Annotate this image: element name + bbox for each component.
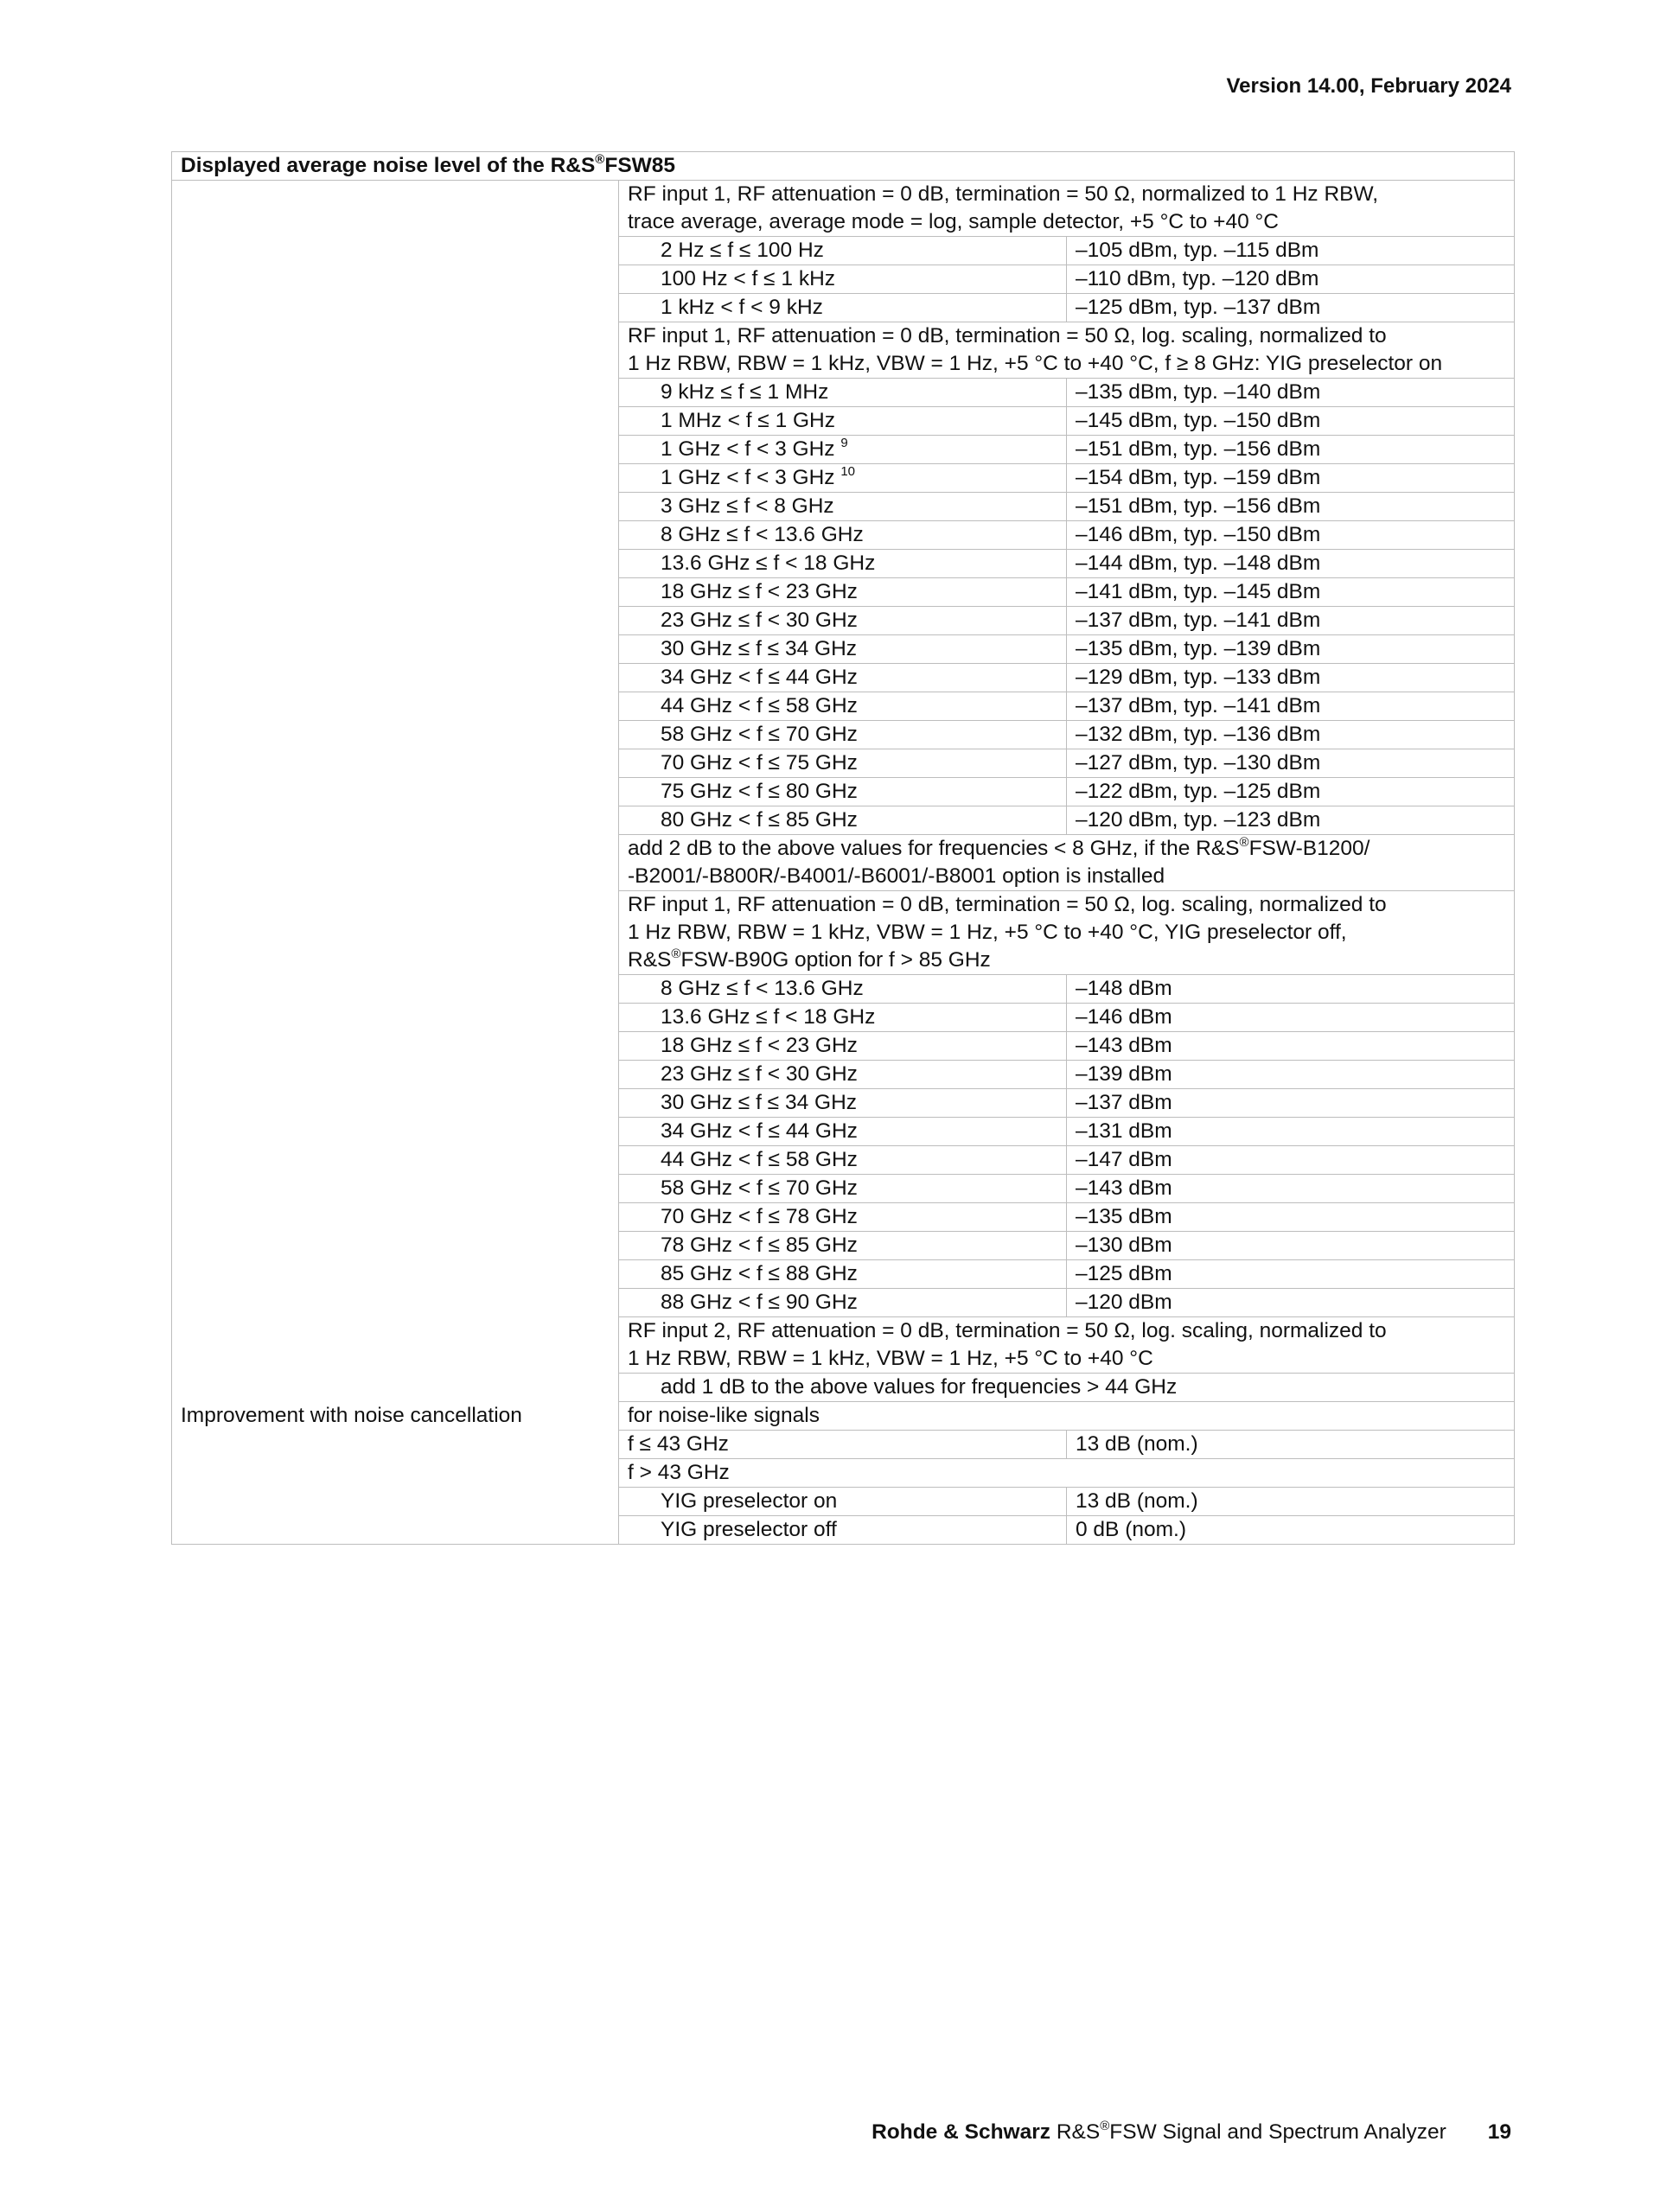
condition-text [619, 1317, 1515, 1374]
spec-row [172, 1488, 1515, 1516]
left-label-cell [172, 1488, 619, 1516]
noise-level-value: –125 dBm [1067, 1260, 1515, 1289]
left-label-cell [172, 1260, 619, 1289]
left-label-cell [172, 379, 619, 407]
frequency-range: 30 GHz ≤ f ≤ 34 GHz [619, 1089, 1067, 1118]
left-label-cell [172, 835, 619, 891]
noise-level-value: –139 dBm [1067, 1061, 1515, 1089]
left-label-cell [172, 1232, 619, 1260]
left-label-cell [172, 181, 619, 237]
noise-cancellation-label: Improvement with noise cancellation [172, 1402, 619, 1431]
frequency-range: 3 GHz ≤ f < 8 GHz [619, 493, 1067, 521]
left-label-cell [172, 436, 619, 464]
spec-row [172, 749, 1515, 778]
left-label-cell [172, 1175, 619, 1203]
condition-line: RF input 1, RF attenuation = 0 dB, termination = 50 Ω, log. scaling, normalized to [628, 893, 1387, 916]
left-label-cell [172, 493, 619, 521]
noise-level-value: –147 dBm [1067, 1146, 1515, 1175]
frequency-range: 44 GHz < f ≤ 58 GHz [619, 692, 1067, 721]
left-label-cell [172, 578, 619, 607]
noise-level-value: –129 dBm, typ. –133 dBm [1067, 664, 1515, 692]
frequency-range: 8 GHz ≤ f < 13.6 GHz [619, 975, 1067, 1004]
spec-row [172, 1146, 1515, 1175]
left-label-cell [172, 778, 619, 806]
footnote-ref: 9 [840, 436, 848, 450]
page-number: 19 [1487, 2120, 1511, 2144]
left-label-cell [172, 1032, 619, 1061]
table-title-row [172, 152, 1515, 181]
frequency-range: 58 GHz < f ≤ 70 GHz [619, 1175, 1067, 1203]
left-label-cell [172, 1004, 619, 1032]
left-label-cell [172, 664, 619, 692]
spec-row [172, 1061, 1515, 1089]
noise-level-value: –120 dBm, typ. –123 dBm [1067, 806, 1515, 835]
noise-level-value: –125 dBm, typ. –137 dBm [1067, 294, 1515, 322]
spec-row [172, 1089, 1515, 1118]
spec-row [172, 692, 1515, 721]
frequency-range: f ≤ 43 GHz [619, 1431, 1067, 1459]
noise-level-value: –127 dBm, typ. –130 dBm [1067, 749, 1515, 778]
condition-row [172, 322, 1515, 379]
frequency-range: 9 kHz ≤ f ≤ 1 MHz [619, 379, 1067, 407]
frequency-range: 18 GHz ≤ f < 23 GHz [619, 1032, 1067, 1061]
condition-line: 1 Hz RBW, RBW = 1 kHz, VBW = 1 Hz, +5 °C to +40 °C, f ≥ 8 GHz: YIG preselector on [628, 352, 1443, 375]
spec-row [172, 294, 1515, 322]
condition-row [172, 181, 1515, 237]
frequency-range: 75 GHz < f ≤ 80 GHz [619, 778, 1067, 806]
noise-level-value: –135 dBm, typ. –140 dBm [1067, 379, 1515, 407]
left-label-cell [172, 1089, 619, 1118]
noise-cancellation-row [172, 1402, 1515, 1431]
spec-row [172, 635, 1515, 664]
left-label-cell [172, 237, 619, 265]
spec-row [172, 721, 1515, 749]
improvement-value: 13 dB (nom.) [1067, 1488, 1515, 1516]
noise-level-value: –143 dBm [1067, 1032, 1515, 1061]
left-label-cell [172, 1431, 619, 1459]
noise-level-value: –137 dBm, typ. –141 dBm [1067, 692, 1515, 721]
noise-cancellation-condition: for noise-like signals [619, 1402, 1515, 1431]
left-label-cell [172, 521, 619, 550]
note-row [172, 1374, 1515, 1402]
left-label-cell [172, 1289, 619, 1317]
left-label-cell [172, 294, 619, 322]
left-label-cell [172, 749, 619, 778]
left-label-cell [172, 1061, 619, 1089]
left-label-cell [172, 1203, 619, 1232]
left-label-cell [172, 1459, 619, 1488]
noise-level-value: –130 dBm [1067, 1232, 1515, 1260]
spec-row [172, 664, 1515, 692]
condition-text [619, 181, 1515, 237]
noise-level-value: –151 dBm, typ. –156 dBm [1067, 436, 1515, 464]
frequency-range: 8 GHz ≤ f < 13.6 GHz [619, 521, 1067, 550]
noise-level-value: –148 dBm [1067, 975, 1515, 1004]
spec-row [172, 1516, 1515, 1545]
frequency-range: 78 GHz < f ≤ 85 GHz [619, 1232, 1067, 1260]
noise-level-value: –131 dBm [1067, 1118, 1515, 1146]
condition-line: RF input 2, RF attenuation = 0 dB, termination = 50 Ω, log. scaling, normalized to [628, 1319, 1387, 1342]
spec-row [172, 1232, 1515, 1260]
frequency-range: 44 GHz < f ≤ 58 GHz [619, 1146, 1067, 1175]
attenuation-note: add 1 dB to the above values for frequencies > 44 GHz [619, 1374, 1515, 1402]
frequency-condition: f > 43 GHz [619, 1459, 1515, 1488]
frequency-range: 100 Hz < f ≤ 1 kHz [619, 265, 1067, 294]
footnote-ref: 10 [840, 464, 856, 479]
spec-row [172, 1004, 1515, 1032]
frequency-range: 13.6 GHz ≤ f < 18 GHz [619, 550, 1067, 578]
left-label-cell [172, 975, 619, 1004]
left-label-cell [172, 806, 619, 835]
noise-level-value: –146 dBm, typ. –150 dBm [1067, 521, 1515, 550]
noise-level-value: –120 dBm [1067, 1289, 1515, 1317]
condition-row [172, 1459, 1515, 1488]
spec-row [172, 265, 1515, 294]
left-label-cell [172, 635, 619, 664]
note-row [172, 835, 1515, 891]
noise-level-value: –144 dBm, typ. –148 dBm [1067, 550, 1515, 578]
spec-row [172, 407, 1515, 436]
footer-brand: Rohde & Schwarz [872, 2120, 1051, 2144]
noise-level-value: –137 dBm, typ. –141 dBm [1067, 607, 1515, 635]
frequency-range: 13.6 GHz ≤ f < 18 GHz [619, 1004, 1067, 1032]
frequency-range: 1 MHz < f ≤ 1 GHz [619, 407, 1067, 436]
left-label-cell [172, 1146, 619, 1175]
noise-level-value: –132 dBm, typ. –136 dBm [1067, 721, 1515, 749]
left-label-cell [172, 265, 619, 294]
noise-level-value: –145 dBm, typ. –150 dBm [1067, 407, 1515, 436]
frequency-range: 58 GHz < f ≤ 70 GHz [619, 721, 1067, 749]
noise-level-value: –135 dBm [1067, 1203, 1515, 1232]
frequency-range: 34 GHz < f ≤ 44 GHz [619, 1118, 1067, 1146]
spec-row [172, 1118, 1515, 1146]
noise-level-value: –105 dBm, typ. –115 dBm [1067, 237, 1515, 265]
noise-level-value: –135 dBm, typ. –139 dBm [1067, 635, 1515, 664]
left-label-cell [172, 692, 619, 721]
table-title: Displayed average noise level of the R&S®FSW85 [172, 152, 1515, 181]
condition-line: RF input 1, RF attenuation = 0 dB, termination = 50 Ω, log. scaling, normalized to [628, 324, 1387, 347]
spec-row [172, 1260, 1515, 1289]
spec-row [172, 493, 1515, 521]
condition-line: R&S®FSW-B90G option for f > 85 GHz [628, 947, 991, 972]
frequency-range: 18 GHz ≤ f < 23 GHz [619, 578, 1067, 607]
left-label-cell [172, 322, 619, 379]
noise-level-value: –122 dBm, typ. –125 dBm [1067, 778, 1515, 806]
noise-level-spec-table [171, 151, 1515, 1545]
frequency-range: 34 GHz < f ≤ 44 GHz [619, 664, 1067, 692]
spec-row [172, 607, 1515, 635]
spec-row [172, 806, 1515, 835]
spec-row [172, 778, 1515, 806]
left-label-cell [172, 607, 619, 635]
frequency-range: 80 GHz < f ≤ 85 GHz [619, 806, 1067, 835]
frequency-range: 85 GHz < f ≤ 88 GHz [619, 1260, 1067, 1289]
spec-row [172, 1175, 1515, 1203]
frequency-range: 2 Hz ≤ f ≤ 100 Hz [619, 237, 1067, 265]
condition-line: 1 Hz RBW, RBW = 1 kHz, VBW = 1 Hz, +5 °C to +40 °C [628, 1347, 1153, 1370]
left-label-cell [172, 721, 619, 749]
spec-row [172, 975, 1515, 1004]
condition-line: trace average, average mode = log, sample detector, +5 °C to +40 °C [628, 210, 1279, 233]
spec-row [172, 550, 1515, 578]
spec-row [172, 1032, 1515, 1061]
frequency-range: 70 GHz < f ≤ 78 GHz [619, 1203, 1067, 1232]
frequency-range: 70 GHz < f ≤ 75 GHz [619, 749, 1067, 778]
noise-level-value: –143 dBm [1067, 1175, 1515, 1203]
left-label-cell [172, 550, 619, 578]
frequency-range: 23 GHz ≤ f < 30 GHz [619, 1061, 1067, 1089]
left-label-cell [172, 1374, 619, 1402]
left-label-cell [172, 1118, 619, 1146]
frequency-range: 1 GHz < f < 3 GHz $^{10}$ [619, 464, 1067, 493]
spec-row [172, 578, 1515, 607]
improvement-value: 0 dB (nom.) [1067, 1516, 1515, 1545]
frequency-range: 30 GHz ≤ f ≤ 34 GHz [619, 635, 1067, 664]
left-label-cell [172, 407, 619, 436]
condition-row [172, 1317, 1515, 1374]
spec-row [172, 521, 1515, 550]
frequency-range: 1 GHz < f < 3 GHz $^9$ [619, 436, 1067, 464]
noise-level-value: –141 dBm, typ. –145 dBm [1067, 578, 1515, 607]
spec-row [172, 237, 1515, 265]
noise-level-value: –146 dBm [1067, 1004, 1515, 1032]
option-note: add 2 dB to the above values for frequencies < 8 GHz, if the R&S®FSW-B1200/ -B2001/-B800R/-B4001/-B6001/-B8001 option is installed [619, 835, 1515, 891]
left-label-cell [172, 891, 619, 975]
noise-level-value: –151 dBm, typ. –156 dBm [1067, 493, 1515, 521]
left-label-cell [172, 464, 619, 493]
spec-row [172, 1289, 1515, 1317]
condition-row [172, 891, 1515, 975]
frequency-range: 88 GHz < f ≤ 90 GHz [619, 1289, 1067, 1317]
noise-level-value: –154 dBm, typ. –159 dBm [1067, 464, 1515, 493]
condition-text [619, 891, 1515, 975]
condition-text [619, 322, 1515, 379]
noise-level-value: –137 dBm [1067, 1089, 1515, 1118]
preselector-setting: YIG preselector off [619, 1516, 1067, 1545]
spec-row [172, 1431, 1515, 1459]
spec-row [172, 436, 1515, 464]
frequency-range: 1 kHz < f < 9 kHz [619, 294, 1067, 322]
frequency-range: 23 GHz ≤ f < 30 GHz [619, 607, 1067, 635]
spec-row [172, 1203, 1515, 1232]
noise-level-value: –110 dBm, typ. –120 dBm [1067, 265, 1515, 294]
condition-line: RF input 1, RF attenuation = 0 dB, termination = 50 Ω, normalized to 1 Hz RBW, [628, 182, 1379, 206]
spec-row [172, 379, 1515, 407]
improvement-value: 13 dB (nom.) [1067, 1431, 1515, 1459]
page-footer [872, 2120, 1511, 2145]
footer-product: R&S®FSW Signal and Spectrum Analyzer [1050, 2119, 1446, 2144]
preselector-setting: YIG preselector on [619, 1488, 1067, 1516]
spec-row [172, 464, 1515, 493]
document-version: Version 14.00, February 2024 [1226, 74, 1511, 98]
condition-line: 1 Hz RBW, RBW = 1 kHz, VBW = 1 Hz, +5 °C to +40 °C, YIG preselector off, [628, 921, 1347, 944]
left-label-cell [172, 1516, 619, 1545]
left-label-cell [172, 1317, 619, 1374]
